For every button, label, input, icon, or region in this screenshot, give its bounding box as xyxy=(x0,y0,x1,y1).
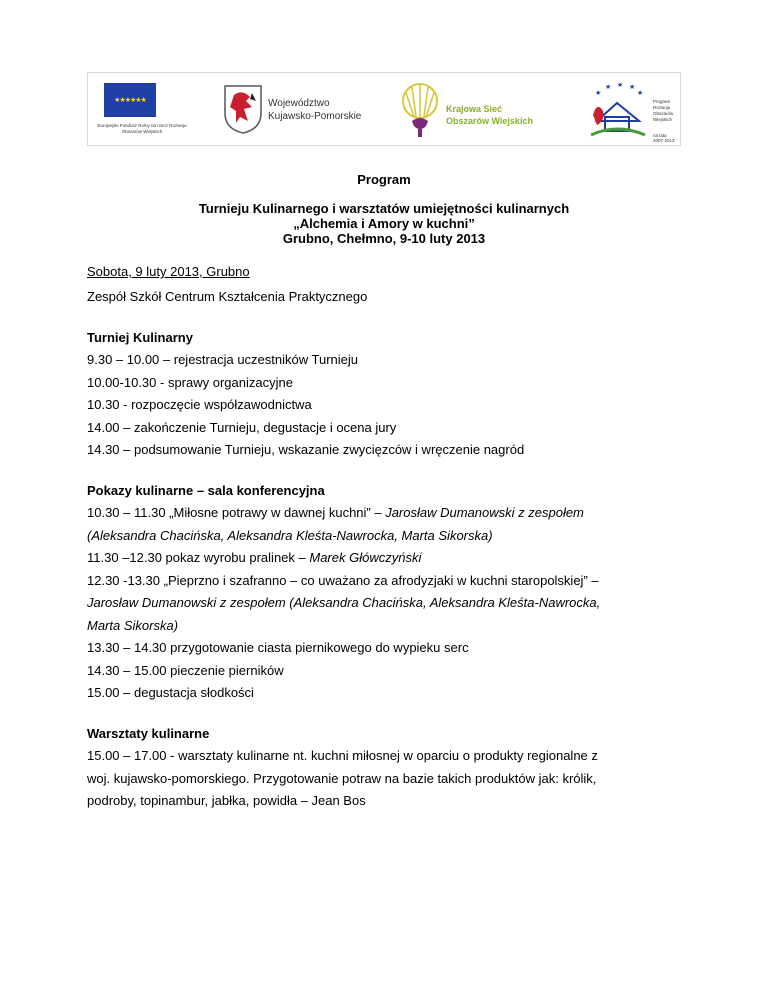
prow-line-3: Obszarów xyxy=(653,111,674,116)
prow-logo xyxy=(583,73,679,145)
eu-caption: Europejski Fundusz Rolny na rzecz Rozwoju Obszarów Wiejskich xyxy=(97,123,187,134)
ksow-line-2: Obszarów Wiejskich xyxy=(446,116,533,126)
svg-text:★: ★ xyxy=(605,83,612,91)
svg-text:★: ★ xyxy=(629,83,636,91)
prow-name xyxy=(653,99,673,123)
schedule-line xyxy=(87,682,681,705)
schedule-line: 10.30 - rozpoczęcie współzawodnictwa xyxy=(87,397,312,412)
svg-text:★: ★ xyxy=(637,89,644,97)
schedule-line xyxy=(87,637,681,660)
prow-years: na lata 2007-2013 xyxy=(653,133,675,143)
prow-line-4: Wiejskich xyxy=(653,117,673,122)
wojewodztwo-line-2: Kujawsko-Pomorskie xyxy=(268,111,362,122)
line-text: 13.30 – 14.30 przygotowanie ciasta piernikowego do wypieku serc xyxy=(87,640,469,655)
line-text: 10.30 – 11.30 „Miłosne potrawy w dawnej kuchni” – xyxy=(87,505,386,520)
schedule-line xyxy=(87,570,681,593)
event-title-line-1: Turnieju Kulinarnego i warsztatów umiejętności kulinarnych xyxy=(198,201,570,216)
schedule-line: 15.00 – 17.00 - warsztaty kulinarne nt. kuchni miłosnej w oparciu o produkty regionalne z xyxy=(87,748,598,763)
document-body xyxy=(87,172,681,813)
section-heading-pokazy: Pokazy kulinarne – sala konferencyjna xyxy=(87,482,325,498)
schedule-line: 10.00-10.30 - sprawy organizacyjne xyxy=(87,374,293,390)
schedule-line: podroby, topinambur, jabłka, powidła – Jean Bos xyxy=(87,793,366,808)
svg-text:★: ★ xyxy=(617,81,624,89)
schedule-line: woj. kujawsko-pomorskiego. Przygotowanie potraw na bazie takich produktów jak: królik, xyxy=(87,770,597,786)
schedule-line: 14.30 – podsumowanie Turnieju, wskazanie zwycięzców i wręczenie nagród xyxy=(87,442,525,457)
svg-text:★: ★ xyxy=(595,89,602,97)
schedule-line xyxy=(87,547,681,570)
schedule-line xyxy=(87,525,681,548)
schedule-line xyxy=(87,660,681,683)
line-presenter: (Aleksandra Chacińska, Aleksandra Kleśta-Nawrocka, Marta Sikorska) xyxy=(87,527,493,543)
wojewodztwo-name xyxy=(268,97,361,123)
line-text: 12.30 -13.30 „Pieprzno i szafranno – co uważano za afrodyzjaki w kuchni staropolskiej” – xyxy=(87,572,599,588)
line-presenter: Marta Sikorska) xyxy=(87,617,179,633)
eu-logo xyxy=(92,73,207,145)
line-presenter: Jarosław Dumanowski z zespołem xyxy=(385,505,584,520)
schedule-line xyxy=(87,502,681,525)
program-title: Program xyxy=(357,172,411,187)
event-title-line-2: „Alchemia i Amory w kuchni” xyxy=(293,216,475,231)
wojewodztwo-logo xyxy=(220,73,380,145)
wojewodztwo-line-1: Województwo xyxy=(268,98,330,109)
date-line: Sobota, 9 luty 2013, Grubno xyxy=(87,264,250,279)
section-heading-turniej: Turniej Kulinarny xyxy=(87,329,193,345)
prow-line-2: Rozwoju xyxy=(653,105,671,110)
prow-emblem-icon xyxy=(587,81,649,139)
schedule-line xyxy=(87,592,681,615)
prow-line-1: Program xyxy=(653,99,671,104)
line-presenter: Marek Główczyński xyxy=(309,550,422,565)
event-title-line-3: Grubno, Chełmno, 9-10 luty 2013 xyxy=(282,231,486,246)
ksow-emblem-icon xyxy=(396,77,444,141)
eu-flag-icon: ★★★★★★ xyxy=(104,83,156,117)
griffin-crest-icon xyxy=(222,83,264,135)
venue: Zespół Szkół Centrum Kształcenia Praktycznego xyxy=(87,289,368,304)
line-text: 15.00 – degustacja słodkości xyxy=(87,685,254,700)
section-heading-warsztaty: Warsztaty kulinarne xyxy=(87,725,210,741)
schedule-line xyxy=(87,615,681,638)
ksow-name xyxy=(446,103,533,127)
schedule-line: 14.00 – zakończenie Turnieju, degustacje i ocena jury xyxy=(87,419,397,435)
logo-strip xyxy=(87,72,681,146)
ksow-line-1: Krajowa Sieć xyxy=(446,104,503,114)
line-presenter: Jarosław Dumanowski z zespołem (Aleksandra Chacińska, Aleksandra Kleśta-Nawrocka, xyxy=(87,595,601,610)
schedule-line: 9.30 – 10.00 – rejestracja uczestników Turnieju xyxy=(87,352,358,367)
ksow-logo xyxy=(388,73,568,145)
line-text: 11.30 –12.30 pokaz wyrobu pralinek – xyxy=(87,550,310,565)
line-text: 14.30 – 15.00 pieczenie pierników xyxy=(87,662,284,678)
